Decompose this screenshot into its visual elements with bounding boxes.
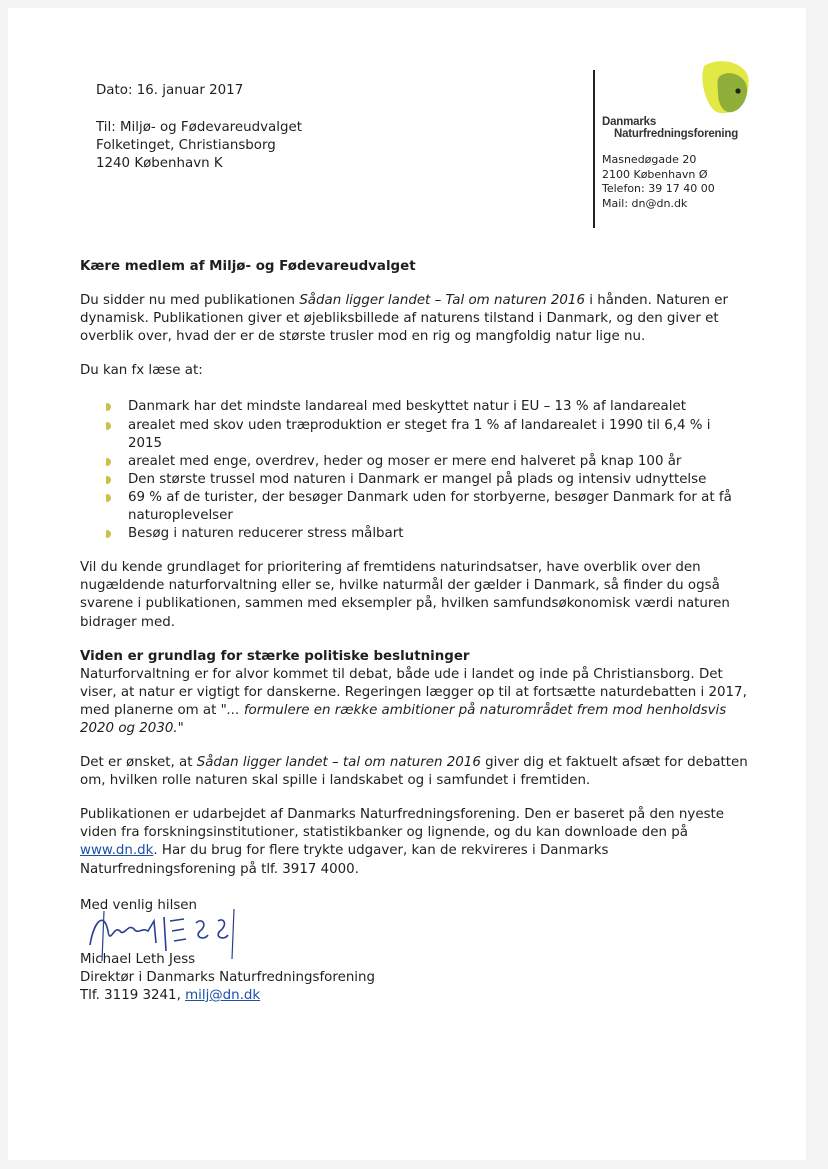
- publication-title: Sådan ligger landet – Tal om naturen 2016: [299, 293, 585, 309]
- signature-icon: [84, 901, 264, 963]
- list-item: Besøg i naturen reducerer stress målbart: [104, 525, 748, 543]
- publication-lead: Publikationen er udarbejdet af Danmarks Naturfredningsforening. Den er baseret på den nyeste viden fra forskningsinstitutioner, statistikbanker og lignende, og du kan downloade den på: [80, 807, 725, 841]
- header-divider: [593, 70, 595, 228]
- bullet-icon: [106, 530, 111, 538]
- bullet-icon: [106, 476, 111, 484]
- intro-rest: i hånden. Naturen er dynamisk. Publikationen giver et øjebliksbillede af naturens tilstand i Danmark, og den giver et overblik over, hvad der er de største trusler mod en rig og mangfoldig natur lige nu.: [80, 293, 729, 345]
- dn-logo-icon: [698, 58, 754, 118]
- bullet-icon: [106, 403, 111, 411]
- wish-lead: Det er ønsket, at: [80, 755, 197, 771]
- list-item: Den største trussel mod naturen i Danmark er mangel på plads og intensiv udnyttelse: [104, 471, 748, 489]
- signer-name: Michael Leth Jess: [80, 951, 196, 967]
- basis-paragraph: Vil du kende grundlaget for prioritering af fremtidens naturindsatser, have overblik over den nugældende naturforvaltning eller se, hvilke naturmål der gælder i Danmark, så finder du også svarene i publikationen, sammen med eksempler på, hvilken samfundsøkonomisk værdi naturen bidrager med.: [80, 560, 730, 630]
- wish-publication-title: Sådan ligger landet – tal om naturen 2016: [196, 755, 481, 771]
- org-name-line-1: Danmarks: [602, 116, 657, 128]
- wish-rest: giver dig et faktuelt afsæt for debatten om, hvilken rolle naturen skal spille i landskabet og i samfundet i fremtiden.: [80, 755, 748, 789]
- section-heading: Viden er grundlag for stærke politiske beslutninger: [80, 648, 470, 664]
- bullet-icon: [106, 494, 111, 502]
- letter-page: [8, 8, 806, 1160]
- date: Dato: 16. januar 2017: [96, 83, 244, 98]
- sender-contact: [602, 153, 715, 211]
- facts-list: [80, 398, 748, 543]
- sender-street: Masnedøgade 20: [602, 153, 697, 166]
- recipient-block: [96, 119, 302, 173]
- government-quote: "... formulere en række ambitioner på naturområdet frem mod henholdsvis 2020 og 2030.": [80, 702, 727, 736]
- org-name-line-2: Naturfredningsforening: [614, 128, 739, 140]
- publication-rest: . Har du brug for flere trykte udgaver, kan de rekvireres i Danmarks Naturfredningsforening på tlf. 3917 4000.: [80, 843, 609, 877]
- sender-mail: Mail: dn@dn.dk: [602, 196, 688, 210]
- sender-phone: Telefon: 39 17 40 00: [602, 182, 715, 195]
- closing-greeting: Med venlig hilsen: [80, 897, 198, 913]
- dn-website-link[interactable]: www.dn.dk: [80, 843, 154, 859]
- list-item: arealet med skov uden træproduktion er steget fra 1 % af landarealet i 1990 til 6,4 % i 2015: [104, 417, 748, 453]
- bullet-icon: [106, 422, 111, 430]
- letter-body: [80, 258, 748, 1005]
- recipient-line-2: Folketinget, Christiansborg: [96, 138, 276, 153]
- salutation: Kære medlem af Miljø- og Fødevareudvalget: [80, 259, 416, 274]
- list-item: arealet med enge, overdrev, heder og moser er mere end halveret på knap 100 år: [104, 453, 748, 471]
- sender-city: 2100 København Ø: [602, 167, 708, 181]
- intro-lead: Du sidder nu med publikationen: [80, 293, 300, 309]
- signer-phone: Tlf. 3119 3241,: [80, 987, 186, 1003]
- list-intro: Du kan fx læse at:: [80, 363, 203, 379]
- politics-lead: Naturforvaltning er for alvor kommet til debat, både ude i landet og inde på Christiansborg. Det viser, at natur er vigtigt for danskerne. Regeringen lægger op til at fortsætte naturdebatten i 2017, med planerne om at: [80, 666, 747, 718]
- list-item: Danmark har det mindste landareal med beskyttet natur i EU – 13 % af landarealet: [104, 398, 748, 416]
- intro-paragraph: [80, 292, 748, 346]
- signer-email-link[interactable]: milj@dn.dk: [185, 987, 261, 1003]
- bullet-icon: [106, 458, 111, 466]
- wish-paragraph: [80, 754, 748, 790]
- recipient-line-3: 1240 København K: [96, 156, 223, 171]
- signer-contact: [80, 987, 748, 1005]
- politics-paragraph: [80, 666, 748, 738]
- publication-paragraph: [80, 806, 748, 878]
- signer-title: Direktør i Danmarks Naturfredningsforening: [80, 969, 376, 985]
- recipient-line-1: Til: Miljø- og Fødevareudvalget: [96, 120, 302, 135]
- list-item: 69 % af de turister, der besøger Danmark uden for storbyerne, besøger Danmark for at få naturoplevelser: [104, 489, 748, 525]
- signature-area: [80, 915, 748, 951]
